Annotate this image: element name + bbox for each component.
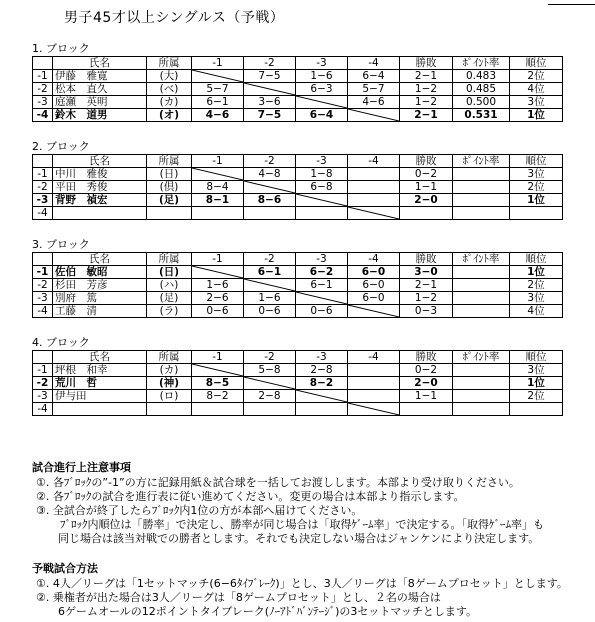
header-cell: -3: [296, 57, 348, 70]
block-results-table: [32, 154, 563, 220]
point-rate-cell: [453, 390, 510, 403]
block-results-table: [32, 252, 563, 318]
player-name-cell: 鈴木 道男: [53, 109, 147, 122]
player-number-cell: -3: [33, 96, 53, 109]
self-match-diagonal-cell: [348, 403, 400, 416]
score-cell: 5−7: [348, 83, 400, 96]
score-cell: 6−1: [296, 279, 348, 292]
point-rate-cell: 0.485: [453, 83, 510, 96]
club-cell: (足): [147, 194, 192, 207]
rank-cell: 2位: [510, 70, 563, 83]
point-rate-cell: [453, 168, 510, 181]
player-number-cell: -1: [33, 364, 53, 377]
point-rate-cell: [453, 207, 510, 220]
self-match-diagonal-cell: [244, 83, 296, 96]
player-name-cell: 平田 秀俊: [53, 181, 147, 194]
score-cell: [296, 403, 348, 416]
header-cell: -2: [244, 253, 296, 266]
self-match-diagonal-cell: [192, 266, 244, 279]
score-cell: 6−0: [348, 292, 400, 305]
win-loss-cell: 1−1: [400, 181, 453, 194]
header-cell: 所属: [147, 351, 192, 364]
win-loss-cell: 3−0: [400, 266, 453, 279]
match-method-title: 予戦試合方法: [32, 562, 98, 575]
score-cell: 0−6: [244, 305, 296, 318]
score-cell: 6−4: [296, 109, 348, 122]
player-number-cell: -4: [33, 305, 53, 318]
block-results-table: [32, 350, 563, 416]
rank-cell: [510, 403, 563, 416]
win-loss-cell: 2−0: [400, 194, 453, 207]
win-loss-cell: 2−1: [400, 279, 453, 292]
table-row: [33, 377, 563, 390]
header-cell: -1: [192, 155, 244, 168]
point-rate-cell: [453, 181, 510, 194]
club-cell: (ハ): [147, 279, 192, 292]
self-match-diagonal-cell: [296, 390, 348, 403]
player-name-cell: 荒川 哲: [53, 377, 147, 390]
club-cell: (日): [147, 168, 192, 181]
header-cell: ﾎﾟｲﾝﾄ率: [453, 253, 510, 266]
header-cell: 所属: [147, 155, 192, 168]
point-rate-cell: [453, 305, 510, 318]
player-name-cell: 工藤 清: [53, 305, 147, 318]
club-cell: (ラ): [147, 305, 192, 318]
header-cell: -3: [296, 253, 348, 266]
table-header-row: [33, 155, 563, 168]
score-cell: 2−8: [296, 364, 348, 377]
score-cell: 8−1: [192, 194, 244, 207]
club-cell: (神): [147, 377, 192, 390]
header-cell: -4: [348, 155, 400, 168]
table-row: [33, 305, 563, 318]
header-cell: [33, 155, 53, 168]
self-match-diagonal-cell: [348, 109, 400, 122]
rank-cell: [510, 207, 563, 220]
header-cell: -1: [192, 351, 244, 364]
point-rate-cell: [453, 279, 510, 292]
table-row: [33, 83, 563, 96]
self-match-diagonal-cell: [244, 377, 296, 390]
point-rate-cell: [453, 194, 510, 207]
point-rate-cell: [453, 292, 510, 305]
score-cell: [348, 168, 400, 181]
score-cell: [348, 377, 400, 390]
header-cell: 順位: [510, 351, 563, 364]
win-loss-cell: 0−3: [400, 305, 453, 318]
header-cell: -2: [244, 57, 296, 70]
point-rate-cell: 0.531: [453, 109, 510, 122]
table-row: [33, 70, 563, 83]
player-number-cell: -2: [33, 377, 53, 390]
table-row: [33, 279, 563, 292]
header-cell: -4: [348, 57, 400, 70]
score-cell: 1−6: [244, 292, 296, 305]
score-cell: 6−0: [348, 266, 400, 279]
table-row: [33, 403, 563, 416]
score-cell: 5−8: [244, 364, 296, 377]
score-cell: 7−5: [244, 70, 296, 83]
point-rate-cell: [453, 403, 510, 416]
score-cell: 8−4: [192, 181, 244, 194]
player-number-cell: -4: [33, 403, 53, 416]
score-cell: 6−0: [348, 279, 400, 292]
header-cell: [33, 253, 53, 266]
club-cell: (ロ): [147, 390, 192, 403]
self-match-diagonal-cell: [244, 279, 296, 292]
block-label: 1. ブロック: [32, 42, 90, 55]
club-cell: (大): [147, 70, 192, 83]
score-cell: 0−6: [296, 305, 348, 318]
score-cell: 6−3: [296, 83, 348, 96]
notes-title: 試合進行上注意事項: [32, 461, 131, 474]
player-name-cell: 杉田 芳彦: [53, 279, 147, 292]
score-cell: 8−6: [244, 194, 296, 207]
header-cell: ﾎﾟｲﾝﾄ率: [453, 351, 510, 364]
player-number-cell: -4: [33, 109, 53, 122]
score-cell: 8−2: [192, 390, 244, 403]
self-match-diagonal-cell: [192, 168, 244, 181]
club-cell: (日): [147, 266, 192, 279]
block-label: 4. ブロック: [32, 336, 90, 349]
rank-cell: 3位: [510, 364, 563, 377]
header-cell: -1: [192, 57, 244, 70]
header-cell: -1: [192, 253, 244, 266]
score-cell: [192, 403, 244, 416]
score-cell: 6−2: [296, 266, 348, 279]
score-cell: [348, 181, 400, 194]
header-cell: 所属: [147, 253, 192, 266]
player-name-cell: 背野 禎宏: [53, 194, 147, 207]
player-name-cell: 庭瀬 英明: [53, 96, 147, 109]
self-match-diagonal-cell: [348, 207, 400, 220]
block-label: 3. ブロック: [32, 238, 90, 251]
player-number-cell: -1: [33, 70, 53, 83]
player-name-cell: [53, 403, 147, 416]
club-cell: (足): [147, 292, 192, 305]
score-cell: [348, 390, 400, 403]
self-match-diagonal-cell: [296, 96, 348, 109]
score-cell: 1−8: [296, 168, 348, 181]
score-cell: 2−6: [192, 292, 244, 305]
table-row: [33, 194, 563, 207]
player-name-cell: 伊与田: [53, 390, 147, 403]
rank-cell: 2位: [510, 390, 563, 403]
rank-cell: 1位: [510, 109, 563, 122]
top-right-rule: [548, 0, 595, 5]
win-loss-cell: [400, 403, 453, 416]
header-cell: -3: [296, 351, 348, 364]
self-match-diagonal-cell: [244, 181, 296, 194]
table-row: [33, 168, 563, 181]
player-name-cell: [53, 207, 147, 220]
note-line: ①. 各ﾌﾞﾛｯｸの”-1”の方に記録用紙＆試合球を一括してお渡しします。本部より受け取りください。: [36, 476, 520, 489]
score-cell: 4−6: [348, 96, 400, 109]
rank-cell: 3位: [510, 96, 563, 109]
table-header-row: [33, 57, 563, 70]
header-cell: 順位: [510, 253, 563, 266]
score-cell: 1−6: [192, 279, 244, 292]
header-cell: ﾎﾟｲﾝﾄ率: [453, 155, 510, 168]
score-cell: 8−2: [296, 377, 348, 390]
player-number-cell: -2: [33, 83, 53, 96]
table-row: [33, 96, 563, 109]
score-cell: [348, 194, 400, 207]
header-cell: 所属: [147, 57, 192, 70]
score-cell: 2−8: [244, 390, 296, 403]
player-number-cell: -1: [33, 168, 53, 181]
point-rate-cell: [453, 266, 510, 279]
player-name-cell: 坪根 和幸: [53, 364, 147, 377]
score-cell: 6−1: [192, 96, 244, 109]
self-match-diagonal-cell: [348, 305, 400, 318]
player-number-cell: -2: [33, 279, 53, 292]
method-line: ②. 乗権者が出た場合は3人／リーグは「8ゲームプロセット」とし、２名の場合は: [36, 591, 441, 604]
win-loss-cell: 2−1: [400, 70, 453, 83]
table-row: [33, 207, 563, 220]
score-cell: [192, 207, 244, 220]
win-loss-cell: [400, 207, 453, 220]
player-number-cell: -4: [33, 207, 53, 220]
player-number-cell: -3: [33, 194, 53, 207]
point-rate-cell: 0.500: [453, 96, 510, 109]
player-number-cell: -1: [33, 266, 53, 279]
table-row: [33, 292, 563, 305]
score-cell: 8−5: [192, 377, 244, 390]
rank-cell: 2位: [510, 181, 563, 194]
table-header-row: [33, 351, 563, 364]
table-row: [33, 109, 563, 122]
score-cell: 7−5: [244, 109, 296, 122]
club-cell: (ベ): [147, 83, 192, 96]
player-name-cell: 伊藤 雅寛: [53, 70, 147, 83]
rank-cell: 2位: [510, 279, 563, 292]
note-line: ③. 全試合が終了したらﾌﾞﾛｯｸ内1位の方が本部へ届けてください。: [36, 504, 363, 517]
club-cell: (オ): [147, 109, 192, 122]
header-cell: 氏名: [53, 57, 147, 70]
point-rate-cell: 0.483: [453, 70, 510, 83]
table-row: [33, 266, 563, 279]
player-name-cell: 松本 直久: [53, 83, 147, 96]
header-cell: -4: [348, 253, 400, 266]
score-cell: 3−6: [244, 96, 296, 109]
win-loss-cell: 1−2: [400, 96, 453, 109]
score-cell: [244, 207, 296, 220]
table-row: [33, 181, 563, 194]
score-cell: 1−6: [296, 70, 348, 83]
player-name-cell: 中川 雅俊: [53, 168, 147, 181]
method-line: ①. 4人／リーグは「1セットマッチ(6−6ﾀｲﾌﾞﾚｰｸ)」とし、3人／リーグは「8ゲームプロセット」とします。: [36, 577, 568, 590]
rank-cell: 4位: [510, 305, 563, 318]
page-title: 男子45才以上シングルス（予戦）: [64, 10, 285, 26]
block-results-table: [32, 56, 563, 122]
header-cell: -2: [244, 155, 296, 168]
header-cell: 氏名: [53, 155, 147, 168]
note-line: ②. 各ﾌﾞﾛｯｸの試合を進行表に従い進めてください。変更の場合は本部より指示します。: [36, 490, 465, 503]
win-loss-cell: 2−1: [400, 109, 453, 122]
rank-cell: 3位: [510, 168, 563, 181]
score-cell: 4−8: [244, 168, 296, 181]
header-cell: 勝敗: [400, 155, 453, 168]
player-name-cell: 別府 篤: [53, 292, 147, 305]
header-cell: 勝敗: [400, 253, 453, 266]
club-cell: (カ): [147, 96, 192, 109]
win-loss-cell: 1−2: [400, 292, 453, 305]
note-line: 同じ場合は該当対戦での勝者とします。それでも決定しない場合はジャンケンにより決定します。: [58, 532, 540, 545]
method-line: 6ゲームオールの12ポイントタイブレーク(ﾉｰｱﾄﾞﾊﾞﾝﾃｰｼﾞ)の3セットマッチとします。: [58, 605, 478, 618]
header-cell: 順位: [510, 155, 563, 168]
score-cell: 4−6: [192, 109, 244, 122]
header-cell: 順位: [510, 57, 563, 70]
header-cell: 氏名: [53, 351, 147, 364]
point-rate-cell: [453, 364, 510, 377]
header-cell: 氏名: [53, 253, 147, 266]
header-cell: [33, 57, 53, 70]
header-cell: [33, 351, 53, 364]
table-header-row: [33, 253, 563, 266]
score-cell: 6−8: [296, 181, 348, 194]
club-cell: (倶): [147, 181, 192, 194]
header-cell: -4: [348, 351, 400, 364]
player-number-cell: -2: [33, 181, 53, 194]
club-cell: [147, 403, 192, 416]
score-cell: 0−6: [192, 305, 244, 318]
win-loss-cell: 1−2: [400, 83, 453, 96]
table-row: [33, 390, 563, 403]
note-line: ﾌﾞﾛｯｸ内順位は「勝率」で決定し、勝率が同じ場合は「取得ｹﾞｰﾑ率」で決定する。「取得ｹﾞｰﾑ率」も: [60, 518, 544, 531]
win-loss-cell: 1−1: [400, 390, 453, 403]
win-loss-cell: 0−2: [400, 168, 453, 181]
score-cell: [296, 207, 348, 220]
win-loss-cell: 0−2: [400, 364, 453, 377]
rank-cell: 1位: [510, 377, 563, 390]
rank-cell: 3位: [510, 292, 563, 305]
player-number-cell: -3: [33, 390, 53, 403]
block-label: 2. ブロック: [32, 140, 90, 153]
self-match-diagonal-cell: [296, 292, 348, 305]
self-match-diagonal-cell: [192, 364, 244, 377]
rank-cell: 4位: [510, 83, 563, 96]
header-cell: 勝敗: [400, 57, 453, 70]
header-cell: ﾎﾟｲﾝﾄ率: [453, 57, 510, 70]
header-cell: -2: [244, 351, 296, 364]
win-loss-cell: 2−0: [400, 377, 453, 390]
score-cell: [348, 364, 400, 377]
score-cell: 6−4: [348, 70, 400, 83]
rank-cell: 1位: [510, 194, 563, 207]
club-cell: (カ): [147, 364, 192, 377]
table-row: [33, 364, 563, 377]
self-match-diagonal-cell: [192, 70, 244, 83]
point-rate-cell: [453, 377, 510, 390]
rank-cell: 1位: [510, 266, 563, 279]
self-match-diagonal-cell: [296, 194, 348, 207]
club-cell: [147, 207, 192, 220]
score-cell: [244, 403, 296, 416]
score-cell: 6−1: [244, 266, 296, 279]
header-cell: -3: [296, 155, 348, 168]
header-cell: 勝敗: [400, 351, 453, 364]
player-name-cell: 佐伯 敏昭: [53, 266, 147, 279]
player-number-cell: -3: [33, 292, 53, 305]
score-cell: 5−7: [192, 83, 244, 96]
